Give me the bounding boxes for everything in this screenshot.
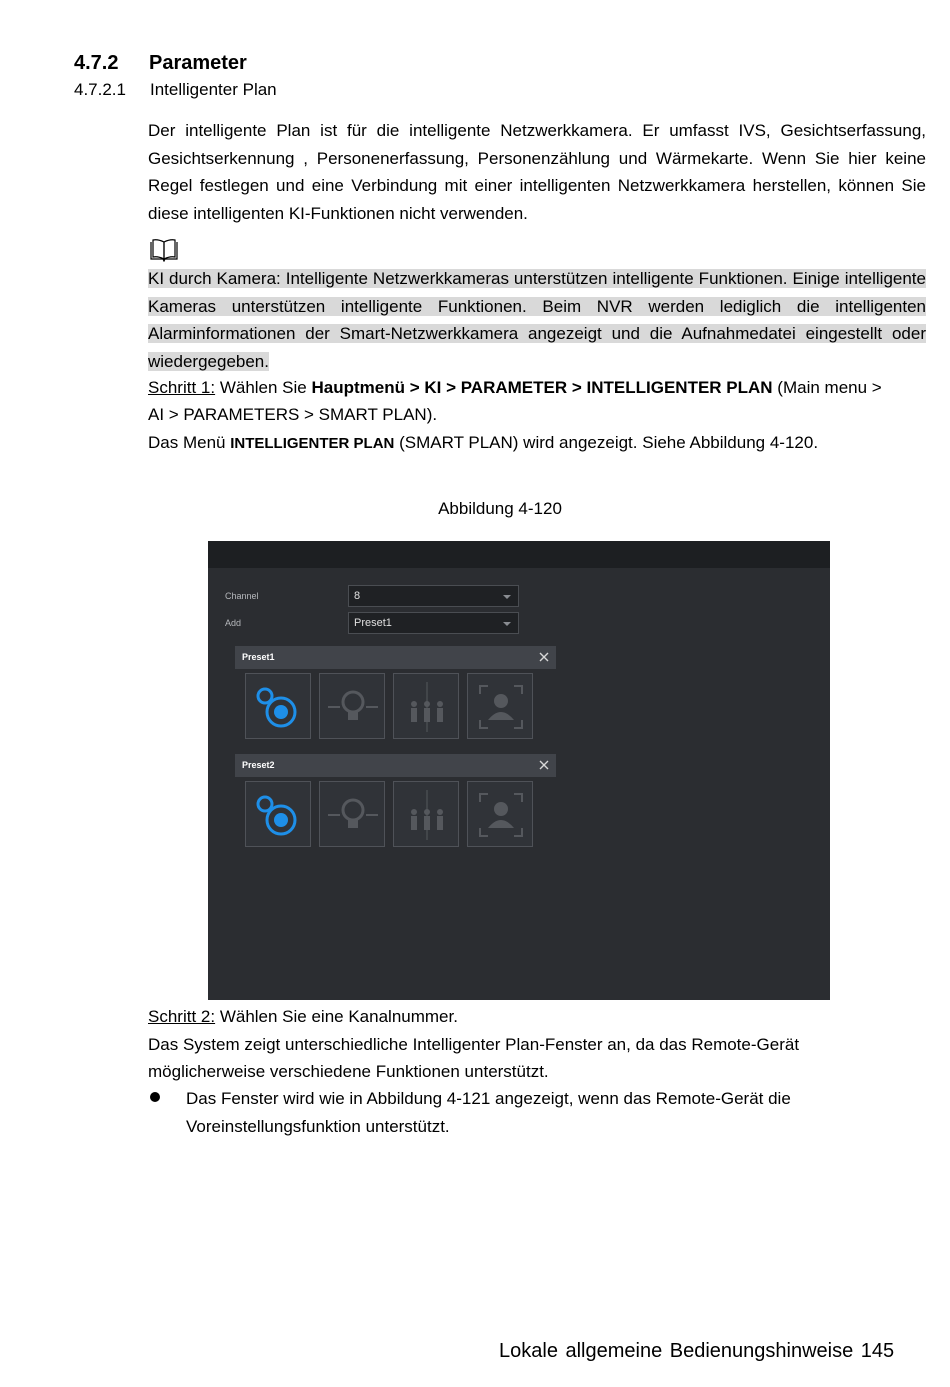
close-icon[interactable] xyxy=(537,755,551,775)
subsection-heading xyxy=(74,80,277,100)
step1-prefix: Wählen Sie xyxy=(215,378,312,397)
system-text-line1: Das System zeigt unterschiedliche Intelligenter Plan-Fenster an, da das Remote-Gerät xyxy=(148,1035,800,1054)
ivs-icon xyxy=(246,674,312,740)
preset-title: Preset1 xyxy=(242,652,275,662)
add-value: Preset1 xyxy=(354,617,392,629)
intro-paragraph: Der intelligente Plan ist für die intelligente Netzwerkkamera. Er umfasst IVS, Gesichtserfassung, Gesichtserkennung , Personenerfassung, Personenzählung und Wärmekarte. Wenn Sie hier keine Regel festlegen und eine Verbindung mit einer intelligenten Netzwerkkamera herstellen, können Sie diese intelligenten KI-Funktionen nicht verwenden. xyxy=(148,121,926,223)
step1-line xyxy=(148,374,882,402)
heatmap-tile[interactable] xyxy=(319,781,385,847)
section-number: 4.7.2 xyxy=(74,52,119,74)
subsection-title: Intelligenter Plan xyxy=(150,80,277,99)
window-titlebar xyxy=(208,541,830,568)
page-footer: Lokale allgemeine Bedienungshinweise 145 xyxy=(499,1340,895,1362)
step1-line2: AI > PARAMETERS > SMART PLAN). xyxy=(148,405,438,424)
ivs-icon xyxy=(246,782,312,848)
step1-suffix: (Main menu > xyxy=(772,378,882,397)
people-counting-icon xyxy=(394,782,460,848)
figure-caption: Abbildung 4-120 xyxy=(438,499,562,518)
subsection-number: 4.7.2.1 xyxy=(74,80,126,99)
channel-select[interactable] xyxy=(348,585,519,607)
people-counting-tile[interactable] xyxy=(393,673,459,739)
channel-value: 8 xyxy=(354,590,361,602)
face-detection-icon xyxy=(468,782,534,848)
menu-line xyxy=(148,429,818,458)
section-title: Parameter xyxy=(149,52,247,74)
step2-text: Wählen Sie eine Kanalnummer. xyxy=(215,1007,458,1026)
menu-line-bold: INTELLIGENTER PLAN xyxy=(230,435,395,452)
lightbulb-icon xyxy=(320,782,386,848)
people-counting-tile[interactable] xyxy=(393,781,459,847)
chevron-down-icon xyxy=(503,622,511,626)
heatmap-tile[interactable] xyxy=(319,673,385,739)
face-detection-tile[interactable] xyxy=(467,673,533,739)
ivs-tile[interactable] xyxy=(245,673,311,739)
chevron-down-icon xyxy=(503,595,511,599)
system-text-line2: möglicherweise verschiedene Funktionen unterstützt. xyxy=(148,1062,549,1081)
section-heading xyxy=(74,52,247,75)
preset-title: Preset2 xyxy=(242,760,275,770)
bullet-text: Das Fenster wird wie in Abbildung 4-121 angezeigt, wenn das Remote-Gerät die Voreinstellungsfunktion unterstützt. xyxy=(186,1089,791,1136)
step2-line xyxy=(148,1003,458,1031)
menu-line-suffix: (SMART PLAN) wird angezeigt. Siehe Abbildung 4-120. xyxy=(394,433,819,452)
channel-label: Channel xyxy=(225,591,259,601)
ivs-tile[interactable] xyxy=(245,781,311,847)
bullet-dot xyxy=(150,1092,160,1102)
lightbulb-icon xyxy=(320,674,386,740)
step2-label: Schritt 2: xyxy=(148,1007,216,1026)
preset-header xyxy=(235,754,556,777)
note-text xyxy=(148,265,926,375)
people-counting-icon xyxy=(394,674,460,740)
step1-menu-path: Hauptmenü > KI > PARAMETER > INTELLIGENTER PLAN xyxy=(311,378,773,397)
add-label: Add xyxy=(225,618,242,628)
face-detection-tile[interactable] xyxy=(467,781,533,847)
menu-line-prefix: Das Menü xyxy=(148,433,231,452)
step1-label: Schritt 1: xyxy=(148,378,216,397)
add-select[interactable] xyxy=(348,612,519,634)
face-detection-icon xyxy=(468,674,534,740)
note-highlight: KI durch Kamera: Intelligente Netzwerkkameras unterstützen intelligente Funktionen. Einige intelligente Kameras unterstützen intelligente Funktionen. Beim NVR werden lediglich die intelligenten Alarminformationen der Smart-Netzwerkkamera angezeigt und die Aufnahmedatei eingestellt oder wiedergegeben. xyxy=(148,269,926,371)
note-book-icon xyxy=(149,238,179,262)
smart-plan-screenshot xyxy=(208,541,830,1000)
preset-header xyxy=(235,646,556,669)
close-icon[interactable] xyxy=(537,647,551,667)
